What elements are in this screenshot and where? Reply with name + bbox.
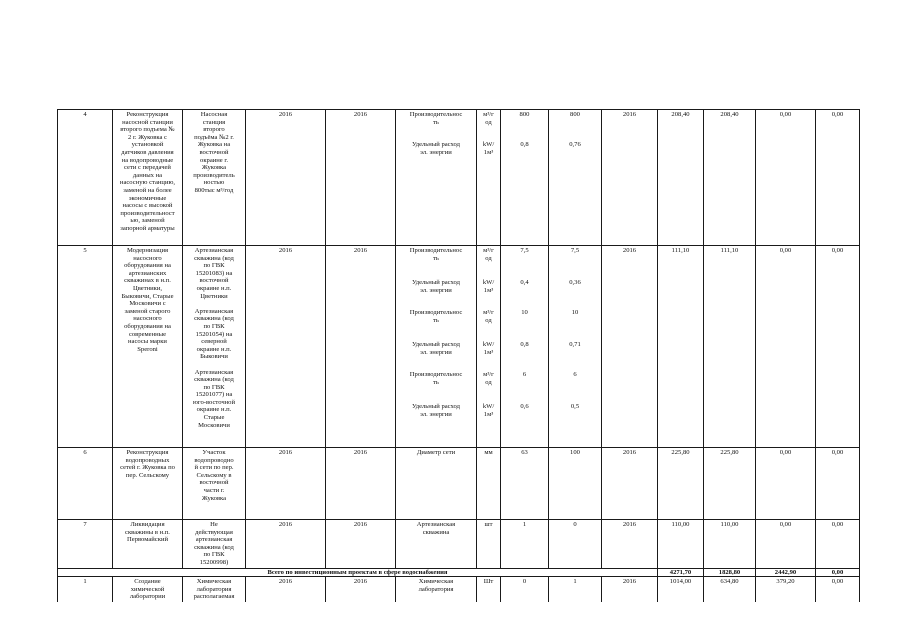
param-before-entry: 0,4 — [520, 279, 529, 286]
project-location: Артезианская скважина (код по ГВК 15201083) на восточной окраине н.п. Цветники Артезианская скважина (код по ГВК 15201054) на северной окраине н.п. Быковичи Артезианская скважина (код по ГВК 15201077) на юго-восточной окраине н.п. Старые Московичи — [183, 246, 246, 448]
finance-year: 2016 — [602, 448, 658, 520]
total-cost: 1014,00 — [658, 577, 704, 602]
param-unit: Шт — [477, 577, 501, 602]
table-row — [58, 246, 860, 448]
param-after-entry: 6 — [573, 371, 577, 378]
param-name-entry: Удельный расход эл. энергии — [411, 141, 461, 156]
borrowed-funds: 0,00 — [756, 520, 816, 569]
param-after — [549, 246, 602, 448]
param-after-entry: 0,5 — [570, 403, 580, 410]
row-number: 7 — [58, 520, 113, 569]
param-before-entry: 800 — [519, 111, 530, 118]
row-number: 5 — [58, 246, 113, 448]
table-row — [58, 577, 860, 602]
totals-total: 4271,70 — [658, 568, 704, 577]
table-row — [58, 520, 860, 569]
budget-funds: 0,00 — [816, 246, 860, 448]
own-funds: 110,00 — [704, 520, 756, 569]
param-name — [396, 246, 477, 448]
param-name-entry: Диаметр сети — [416, 449, 456, 456]
param-after-entry: 0,76 — [569, 141, 581, 148]
row-number: 6 — [58, 448, 113, 520]
finance-year: 2016 — [602, 110, 658, 246]
param-before — [501, 448, 549, 520]
end-year: 2016 — [326, 520, 396, 569]
param-unit-entry: м³/г од — [483, 309, 494, 324]
end-year: 2016 — [326, 246, 396, 448]
budget-funds: 0,00 — [816, 110, 860, 246]
project-location: Химическая лаборатория располагаемая — [183, 577, 246, 602]
param-before — [501, 520, 549, 569]
param-name — [396, 110, 477, 246]
project-location: Насосная станция второго подъёма №2 г. Жуковка на восточной окраине г. Жуковка производитель ностью 800тыс м³/год — [183, 110, 246, 246]
start-year: 2016 — [246, 520, 326, 569]
project-name: Создание химической лаборатории — [113, 577, 183, 602]
own-funds: 111,10 — [704, 246, 756, 448]
budget-funds: 0,00 — [816, 448, 860, 520]
param-unit — [477, 448, 501, 520]
param-unit — [477, 110, 501, 246]
row-number: 1 — [58, 577, 113, 602]
param-unit-entry: kW/ 1м³ — [482, 279, 495, 294]
param-after — [549, 448, 602, 520]
finance-year: 2016 — [602, 520, 658, 569]
param-before-entry: 10 — [521, 309, 528, 316]
table-row — [58, 110, 860, 246]
row-number: 4 — [58, 110, 113, 246]
finance-year: 2016 — [602, 577, 658, 602]
project-name: Ликвидация скважины в н.п. Первомайский — [113, 520, 183, 569]
param-unit-entry: м³/г од — [483, 111, 494, 126]
param-unit — [477, 520, 501, 569]
param-name-entry: Производительнос ть — [409, 247, 463, 262]
finance-year: 2016 — [602, 246, 658, 448]
totals-row — [58, 568, 860, 577]
budget-funds: 0,00 — [816, 520, 860, 569]
param-unit — [477, 246, 501, 448]
param-name: Химическая лаборатория — [396, 577, 477, 602]
borrowed-funds: 379,20 — [756, 577, 816, 602]
project-name: Реконструкция насосной станции второго подъема № 2 г. Жуковка с установкой датчиков давления на водопроводные сети с передачей данных на насосную станцию, заменой на более экономичные насосы с высокой производительност ью, заменой запорной арматуры — [113, 110, 183, 246]
param-before — [501, 246, 549, 448]
total-cost: 225,80 — [658, 448, 704, 520]
total-cost: 111,10 — [658, 246, 704, 448]
start-year: 2016 — [246, 110, 326, 246]
total-cost: 110,00 — [658, 520, 704, 569]
project-location: Участок водопроводно й сети по пер. Сельскому в восточной части г. Жуковка — [183, 448, 246, 520]
start-year: 2016 — [246, 448, 326, 520]
own-funds: 208,40 — [704, 110, 756, 246]
borrowed-funds: 0,00 — [756, 110, 816, 246]
end-year: 2016 — [326, 448, 396, 520]
totals-budget: 0,00 — [816, 568, 860, 577]
project-name: Модернизация насосного оборудования на артезианских скважинах в н.п. Цветники, Быковичи, Старые Московичи с заменой старого насосного оборудования на современные насосы марки Speroni — [113, 246, 183, 448]
start-year: 2016 — [246, 246, 326, 448]
borrowed-funds: 0,00 — [756, 246, 816, 448]
param-name — [396, 448, 477, 520]
param-after-entry: 800 — [570, 111, 580, 118]
project-name: Реконструкция водопроводных сетей г. Жуковка по пер. Сельскому — [113, 448, 183, 520]
param-before-entry: 0,8 — [520, 341, 529, 348]
param-before-entry: 63 — [521, 449, 528, 456]
param-name-entry: Удельный расход эл. энергии — [411, 341, 461, 356]
param-after: 1 — [549, 577, 602, 602]
param-unit-entry: м³/г од — [483, 247, 494, 262]
param-after-entry: 7,5 — [570, 247, 580, 254]
param-unit-entry: м³/г од — [483, 371, 494, 386]
end-year: 2016 — [326, 577, 396, 602]
table-row — [58, 448, 860, 520]
param-before — [501, 110, 549, 246]
table-body — [58, 110, 860, 602]
param-unit-entry: kW/ 1м³ — [482, 403, 495, 418]
end-year: 2016 — [326, 110, 396, 246]
param-after-entry: 0,71 — [569, 341, 581, 348]
param-name-entry: Производительнос ть — [409, 111, 463, 126]
start-year: 2016 — [246, 577, 326, 602]
param-before: 0 — [501, 577, 549, 602]
param-before-entry: 6 — [522, 371, 527, 378]
param-before-entry: 0,8 — [520, 141, 529, 148]
param-unit-entry: мм — [484, 449, 493, 456]
param-before-entry: 1 — [522, 521, 527, 528]
param-name-entry: Артезианская скважина — [416, 521, 456, 536]
param-after — [549, 110, 602, 246]
param-after-entry: 0,36 — [569, 279, 581, 286]
totals-borrowed: 2442,90 — [756, 568, 816, 577]
param-after-entry: 0 — [573, 521, 577, 528]
investment-projects-table — [57, 109, 860, 602]
own-funds: 634,80 — [704, 577, 756, 602]
totals-own: 1828,80 — [704, 568, 756, 577]
budget-funds: 0,00 — [816, 577, 860, 602]
param-name-entry: Удельный расход эл. энергии — [411, 403, 461, 418]
param-name-entry: Производительнос ть — [409, 309, 463, 324]
param-unit-entry: kW/ 1м³ — [482, 141, 495, 156]
param-unit-entry: шт — [484, 521, 493, 528]
borrowed-funds: 0,00 — [756, 448, 816, 520]
param-name-entry: Удельный расход эл. энергии — [411, 279, 461, 294]
total-cost: 208,40 — [658, 110, 704, 246]
param-name — [396, 520, 477, 569]
param-after-entry: 100 — [570, 449, 580, 456]
param-before-entry: 7,5 — [520, 247, 529, 254]
totals-label: Всего по инвестиционным проектам в сфере водоснабжения — [58, 568, 658, 577]
param-name-entry: Производительнос ть — [409, 371, 463, 386]
own-funds: 225,80 — [704, 448, 756, 520]
param-unit-entry: kW/ 1м³ — [482, 341, 495, 356]
param-after — [549, 520, 602, 569]
param-before-entry: 0,6 — [520, 403, 529, 410]
project-location: Не действующая артезианская скважина (код по ГВК 15200998) — [183, 520, 246, 569]
param-after-entry: 10 — [571, 309, 579, 316]
